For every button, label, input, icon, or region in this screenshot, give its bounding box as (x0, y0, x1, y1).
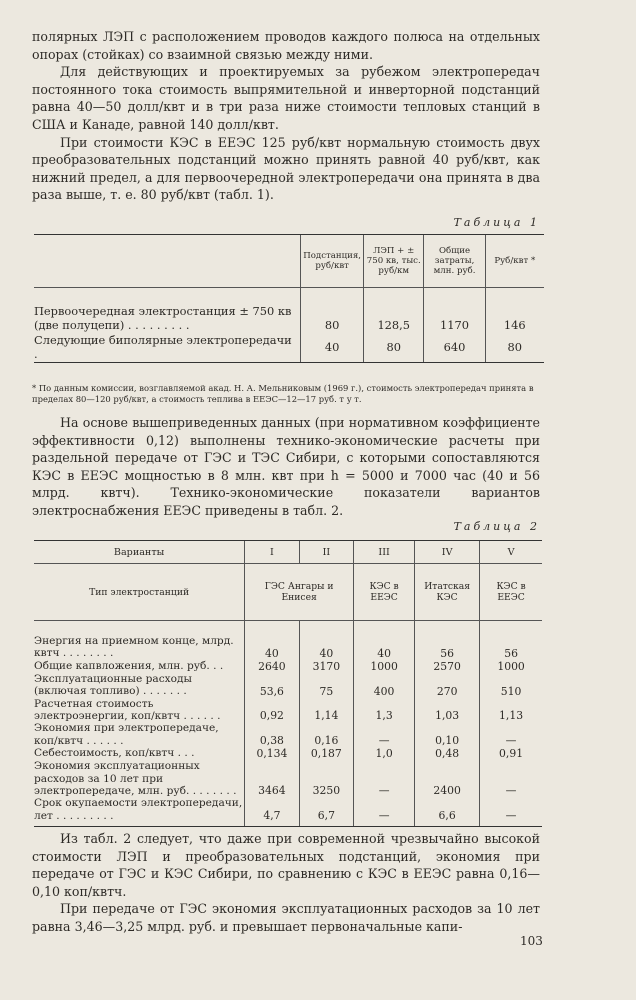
table2-cell: 0,187 (299, 747, 353, 760)
table2-cell: 40 (299, 635, 353, 660)
table2-cell: 1,3 (354, 698, 415, 723)
table2-variant-number: II (299, 541, 353, 564)
table2-cell: 1000 (354, 660, 415, 673)
table1-header: Подстанция, руб/квт (301, 235, 364, 288)
paragraph: полярных ЛЭП с расположением проводов каждого полюса на отдельных опорах (стойках) со взаимной связью между ними. (32, 29, 540, 62)
table2-cell: 6,7 (299, 797, 353, 826)
table2-cell: 270 (415, 673, 480, 698)
table1-row-name: Следующие биполярные электропередачи . (34, 332, 301, 363)
table1-header: Руб/квт * (485, 235, 544, 288)
table2-row-name: Общие капвложения, млн. руб. . . (34, 659, 224, 672)
table2-cell: 510 (480, 673, 542, 698)
table2-variant-number: IV (415, 541, 480, 564)
table2-cell: — (480, 760, 542, 797)
table2-cell: 3250 (299, 760, 353, 797)
table2-cell: 6,6 (415, 797, 480, 826)
table2-cell: 1,03 (415, 698, 480, 723)
table2-cell: 3170 (299, 660, 353, 673)
text-block-bottom (32, 830, 540, 936)
table1-row-name: Первоочередная электростанция ± 750 кв (две полуцепи) . . . . . . . . . (34, 304, 292, 332)
table2-row-name: Энергия на приемном конце, млрд. квтч . . . . . . . . (34, 635, 234, 660)
table2-cell: — (480, 797, 542, 826)
table1-caption: Таблица 1 (453, 216, 540, 229)
table2-row-name: Срок окупаемости электропередачи, лет . . . . . . . . . (34, 797, 245, 826)
table2-cell: 0,48 (415, 747, 480, 760)
table1-cell: 1170 (424, 288, 485, 333)
table1-header: Общие затраты, млн. руб. (424, 235, 485, 288)
table2-cell: 0,10 (415, 722, 480, 747)
table2-type: Итатская КЭС (415, 564, 480, 621)
table2-cell: 75 (299, 673, 353, 698)
table1-cell: 40 (301, 332, 364, 363)
table2-row-name: Расчетная стоимость электроэнергии, коп/квтч . . . . . . (34, 697, 221, 723)
table2-cell: 40 (245, 635, 299, 660)
table1-header (34, 235, 301, 288)
table2-cell: 0,38 (245, 722, 299, 747)
table2-cell: — (480, 722, 542, 747)
table2-cell: — (354, 797, 415, 826)
table1-cell: 80 (364, 332, 424, 363)
page-number: 103 (520, 934, 543, 948)
table2-variant-number: I (245, 541, 299, 564)
table2-cell: 53,6 (245, 673, 299, 698)
table1-cell: 146 (485, 288, 544, 333)
table2-variants-label: Варианты (34, 541, 245, 564)
table2-cell: 2400 (415, 760, 480, 797)
paragraph: При передаче от ГЭС экономия эксплуатационных расходов за 10 лет равна 3,46—3,25 млрд. руб. и превышает первоначальные капи- (32, 901, 540, 934)
table1 (34, 234, 544, 363)
table2-cell: 0,91 (480, 747, 542, 760)
table2-cell: 2570 (415, 660, 480, 673)
text-block-middle (32, 414, 540, 520)
table2-cell: 56 (415, 635, 480, 660)
text-block-top (32, 28, 540, 204)
table1-cell: 80 (301, 288, 364, 333)
table2-cell: 4,7 (245, 797, 299, 826)
table2-cell: 1,0 (354, 747, 415, 760)
table2-cell: 56 (480, 635, 542, 660)
table2-type-label: Тип электростанций (34, 564, 245, 621)
table1-cell: 128,5 (364, 288, 424, 333)
table2-row-name: Экономия при электропередаче, коп/квтч . . . . . . (34, 722, 219, 747)
table1-cell: 640 (424, 332, 485, 363)
table2 (34, 540, 542, 827)
table2-cell: 40 (354, 635, 415, 660)
table2-cell: 1,13 (480, 698, 542, 723)
table2-row-name: Себестоимость, коп/квтч . . . (34, 747, 195, 760)
paragraph: Из табл. 2 следует, что даже при современной чрезвычайно высокой стоимости ЛЭП и преобразовательных подстанций, экономия при передаче от ГЭС и КЭС Сибири, по сравнению с КЭС в ЕЕЭС равна 0,16—0,10 коп/квтч. (32, 831, 540, 899)
table2-type: КЭС в ЕЕЭС (354, 564, 415, 621)
table2-cell: 0,16 (299, 722, 353, 747)
table1-cell: 80 (485, 332, 544, 363)
table2-cell: 400 (354, 673, 415, 698)
table2-cell: 2640 (245, 660, 299, 673)
table2-cell: — (354, 722, 415, 747)
table2-cell: 3464 (245, 760, 299, 797)
table1-header: ЛЭП + ± 750 кв, тыс. руб/км (364, 235, 424, 288)
table2-cell: 0,92 (245, 698, 299, 723)
paragraph: Для действующих и проектируемых за рубежом электропередач постоянного тока стоимость выпрямительной и инверторной подстанций равна 40—50 долл/квт и в три раза ниже стоимости тепловых станций в США и Канаде, равной 140 долл/квт. (32, 64, 540, 132)
table2-cell: 1,14 (299, 698, 353, 723)
table1-footnote: * По данным комиссии, возглавляемой акад. Н. А. Мельниковым (1969 г.), стоимость электропередач принята в пределах 80—120 руб/квт, а стоимость теплива в ЕЕЭС—12—17 руб. т у т. (32, 383, 534, 404)
table2-row-name: Эксплуатационные расходы (включая топливо) . . . . . . . (34, 672, 192, 698)
table2-cell: 1000 (480, 660, 542, 673)
table2-variant-number: III (354, 541, 415, 564)
table2-type: ГЭС Ангары и Енисея (245, 564, 354, 621)
table2-caption: Таблица 2 (453, 520, 540, 533)
table2-row-name: Экономия эксплуатационных расходов за 10 лет при электропередаче, млн. руб. . . . . . . . (34, 760, 237, 798)
table2-cell: — (354, 760, 415, 797)
table2-cell: 0,134 (245, 747, 299, 760)
paragraph: При стоимости КЭС в ЕЕЭС 125 руб/квт нормальную стоимость двух преобразовательных подстанций можно принять равной 40 руб/квт, как нижний предел, а для первоочередной электропередачи она принята в два раза выше, т. е. 80 руб/квт (табл. 1). (32, 134, 540, 203)
table2-variant-number: V (480, 541, 542, 564)
paragraph: На основе вышеприведенных данных (при нормативном коэффициенте эффективности 0,12) выполнены технико-экономические расчеты при раздельной передаче от ГЭС и ТЭС Сибири, с которыми сопоставляются КЭС в ЕЕЭС мощностью в 8 млн. квт при h = 5000 и 7000 час (40 и 56 млрд. квтч). Технико-экономические показатели вариантов электроснабжения ЕЕЭС приведены в табл. 2. (32, 415, 540, 518)
table2-type: КЭС в ЕЕЭС (480, 564, 542, 621)
